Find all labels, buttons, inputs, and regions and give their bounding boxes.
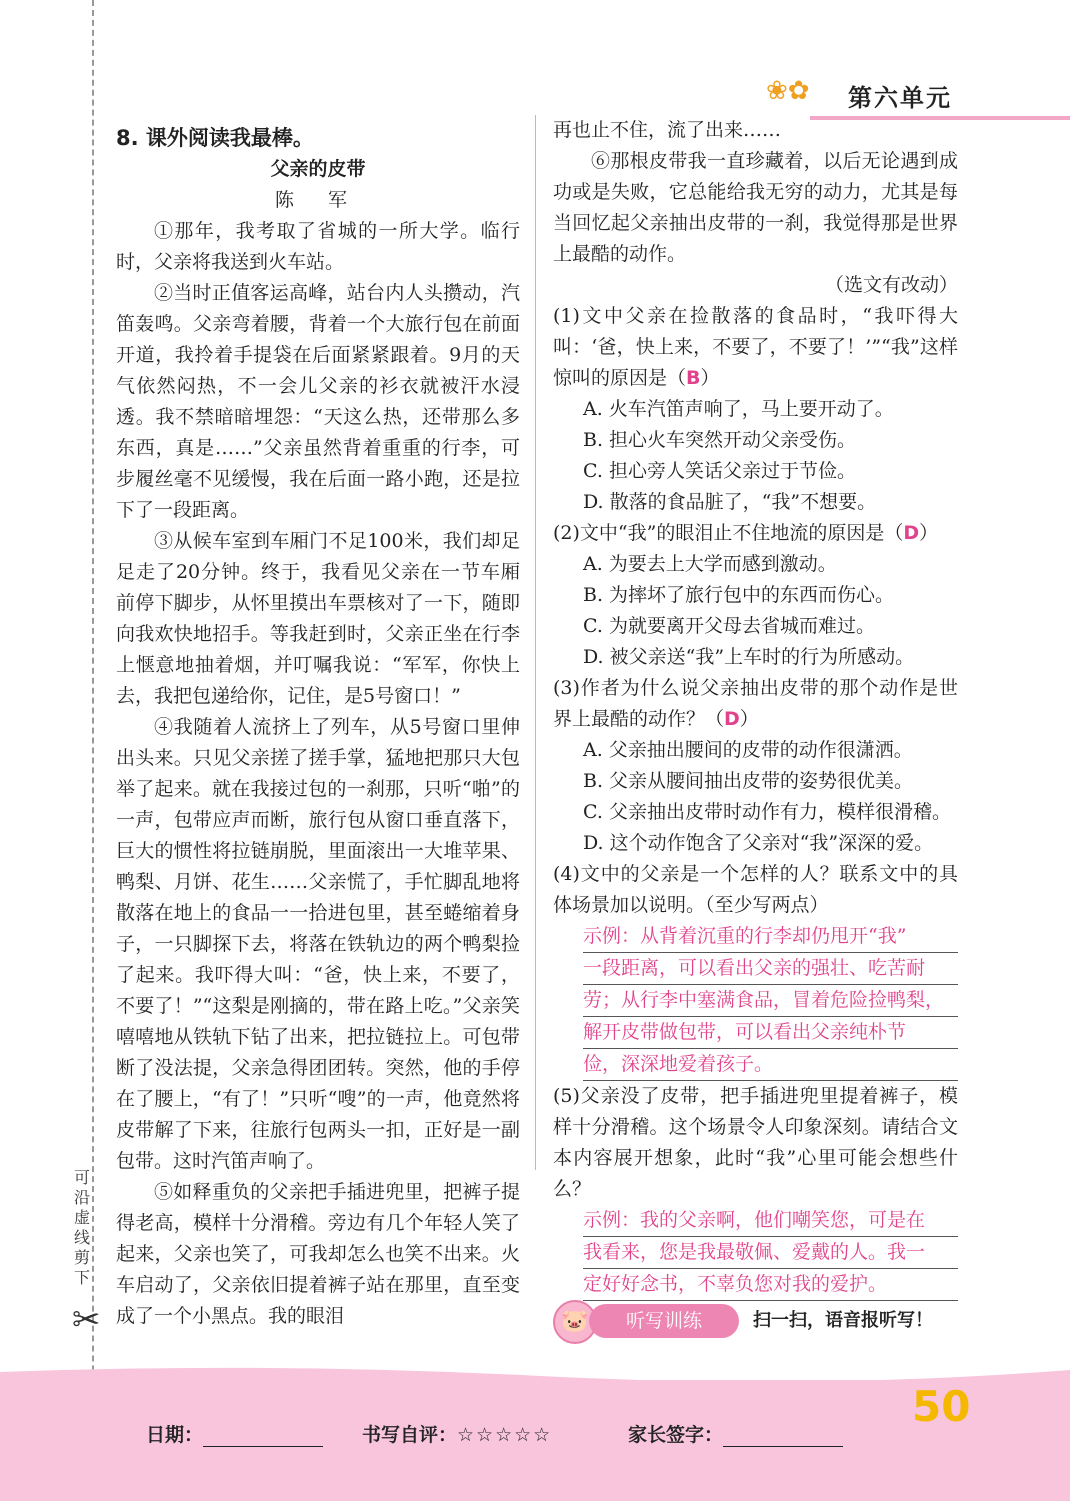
dictation-tag[interactable]: 听写训练	[589, 1304, 739, 1338]
parent-sign-label: 家长签字：	[628, 1424, 724, 1446]
paragraph-3: ③从候车室到车厢门不足100米，我们却足足走了20分钟。终于，我看见父亲在一节车厢前停下脚步，从怀里摸出车票核对了一下，随即向我欢快地招手。等我赶到时，父亲正坐在行李上惬意地抽着烟，并叮嘱我说：“军军，你快上去，我把包递给你，记住，是5号窗口！”	[116, 530, 520, 707]
answer-line: 俭，深深地爱着孩子。	[583, 1049, 958, 1081]
page-number: 50	[912, 1382, 971, 1431]
question-5	[553, 1081, 958, 1301]
question-stem: (4)文中的父亲是一个怎样的人？联系文中的具体场景加以说明。（至少写两点）	[553, 863, 958, 916]
answer-mark: B	[686, 367, 701, 389]
rating-stars[interactable]: ☆☆☆☆☆	[457, 1424, 553, 1446]
paragraph-5-head: ⑤如释重负的父亲把手插进兜里，把裤子提得老高，模样十分滑稽。旁边有几个年轻人笑了起来，父亲也笑了，可我却怎么也笑不出来。火车启动了，父亲依旧提着裤子站在那里，直至变成了一个小黑点。我的眼泪	[116, 1181, 520, 1327]
scan-hint: 扫一扫，语音报听写！	[753, 1310, 933, 1331]
option-c: C. 父亲抽出皮带时动作有力，模样很滑稽。	[583, 801, 951, 823]
pig-mascot-icon: 🐷	[553, 1300, 597, 1344]
cut-along-line-text: 可沿虚线剪下	[74, 1168, 91, 1287]
passage-column	[116, 123, 520, 1332]
answer-area[interactable]	[583, 921, 958, 1081]
answer-area[interactable]	[583, 1205, 958, 1301]
answer-line: 一段距离，可以看出父亲的强壮、吃苦耐	[583, 953, 958, 985]
paragraph-2: ②当时正值客运高峰，站台内人头攒动，汽笛轰鸣。父亲弯着腰，背着一个大旅行包在前面开道，我拎着手提袋在后面紧紧跟着。9月的天气依然闷热，不一会儿父亲的衫衣就被汗水浸透。我不禁暗暗埋怨：“天这么热，还带那么多东西，真是……”父亲虽然背着重重的行李，可步履丝毫不见缓慢，我在后面一路小跑，还是拉下了一段距离。	[116, 282, 520, 521]
question-stem: (3)作者为什么说父亲抽出皮带的那个动作是世界上最酷的动作？（D）	[553, 677, 958, 730]
answer-line: 定好好念书，不辜负您对我的爱护。	[583, 1269, 958, 1301]
paragraph-1: ①那年，我考取了省城的一所大学。临行时，父亲将我送到火车站。	[116, 220, 520, 273]
option-d: D. 被父亲送“我”上车时的行为所感动。	[583, 646, 915, 668]
parent-sign-blank[interactable]	[723, 1428, 843, 1447]
parent-sign-field[interactable]	[628, 1420, 843, 1447]
answer-line: 我看来，您是我最敬佩、爱戴的人。我一	[583, 1237, 958, 1269]
self-eval-label: 书写自评：	[362, 1424, 458, 1446]
option-c: C. 为就要离开父母去省城而难过。	[583, 615, 875, 637]
answer-line: 劳；从行李中塞满食品，冒着危险捡鸭梨，	[583, 985, 958, 1017]
option-d: D. 散落的食品脏了，“我”不想要。	[583, 491, 877, 513]
unit-title: 第六单元	[848, 84, 952, 112]
flower-icon: ❀✿	[766, 76, 810, 106]
question-3	[553, 673, 958, 859]
paragraph-4: ④我随着人流挤上了列车，从5号窗口里伸出头来。只见父亲搓了搓手掌，猛地把那只大包举了起来。就在我接过包的一刹那，只听“啪”的一声，包带应声而断，旅行包从窗口垂直落下，巨大的惯性将拉链崩脱，里面滚出一大堆苹果、鸭梨、月饼、花生……父亲慌了，手忙脚乱地将散落在地上的食品一一拾进包里，甚至蜷缩着身子，一只脚探下去，将落在铁轨边的两个鸭梨捡了起来。我吓得大叫：“爸，快上来，不要了，不要了！”“这梨是刚摘的，带在路上吃。”父亲笑嘻嘻地从铁轨下钻了出来，把拉链拉上。可包带断了没法提，父亲急得团团转。突然，他的手停在了腰上，“有了！”只听“嗖”的一声，他竟然将皮带解了下来，往旅行包两头一扣，正好是一副包带。这时汽笛声响了。	[116, 716, 520, 1172]
paragraph-6: ⑥那根皮带我一直珍藏着，以后无论遇到成功或是失败，它总能给我无穷的动力，尤其是每当回忆起父亲抽出皮带的一刹，我觉得那是世界上最酷的动作。	[553, 150, 958, 265]
option-d: D. 这个动作饱含了父亲对“我”深深的爱。	[583, 832, 934, 854]
source-note: （选文有改动）	[824, 274, 958, 296]
answer-line: 示例：从背着沉重的行李却仍甩开“我”	[583, 921, 958, 953]
option-b: B. 担心火车突然开动父亲受伤。	[583, 429, 857, 451]
question-stem: (2)文中“我”的眼泪止不住地流的原因是（D）	[553, 522, 939, 544]
column-divider	[535, 115, 536, 1170]
question-stem: (1)文中父亲在捡散落的食品时，“我吓得大叫：‘爸，快上来，不要了，不要了！’”“我”这样惊叫的原因是（B）	[553, 305, 958, 389]
passage-title: 父亲的皮带	[270, 158, 366, 180]
option-b: B. 为摔坏了旅行包中的东西而伤心。	[583, 584, 895, 606]
questions-column	[553, 115, 958, 1301]
answer-mark: D	[903, 522, 920, 544]
dictation-banner	[553, 1300, 963, 1342]
scissors-icon: ✂	[72, 1300, 101, 1340]
question-1	[553, 301, 958, 518]
self-eval-field	[362, 1420, 552, 1447]
date-blank[interactable]	[203, 1428, 323, 1447]
option-b: B. 父亲从腰间抽出皮带的姿势很优美。	[583, 770, 914, 792]
passage-author: 陈 军	[274, 189, 362, 211]
question-8-title: 8. 课外阅读我最棒。	[116, 126, 314, 150]
question-2	[553, 518, 958, 673]
answer-mark: D	[724, 708, 740, 730]
paragraph-5-tail: 再也止不住，流了出来……	[553, 119, 782, 141]
answer-line: 解开皮带做包带，可以看出父亲纯朴节	[583, 1017, 958, 1049]
question-stem: (5)父亲没了皮带，把手插进兜里提着裤子，模样十分滑稽。这个场景令人印象深刻。请结合文本内容展开想象，此时“我”心里可能会想些什么？	[553, 1085, 958, 1200]
option-a: A. 父亲抽出腰间的皮带的动作很潇洒。	[583, 739, 913, 761]
option-a: A. 火车汽笛声响了，马上要开动了。	[583, 398, 894, 420]
option-c: C. 担心旁人笑话父亲过于节俭。	[583, 460, 856, 482]
answer-line: 示例：我的父亲啊，他们嘲笑您，可是在	[583, 1205, 958, 1237]
option-a: A. 为要去上大学而感到激动。	[583, 553, 837, 575]
date-field[interactable]	[146, 1420, 323, 1447]
date-label: 日期：	[146, 1424, 204, 1446]
question-4	[553, 859, 958, 1081]
